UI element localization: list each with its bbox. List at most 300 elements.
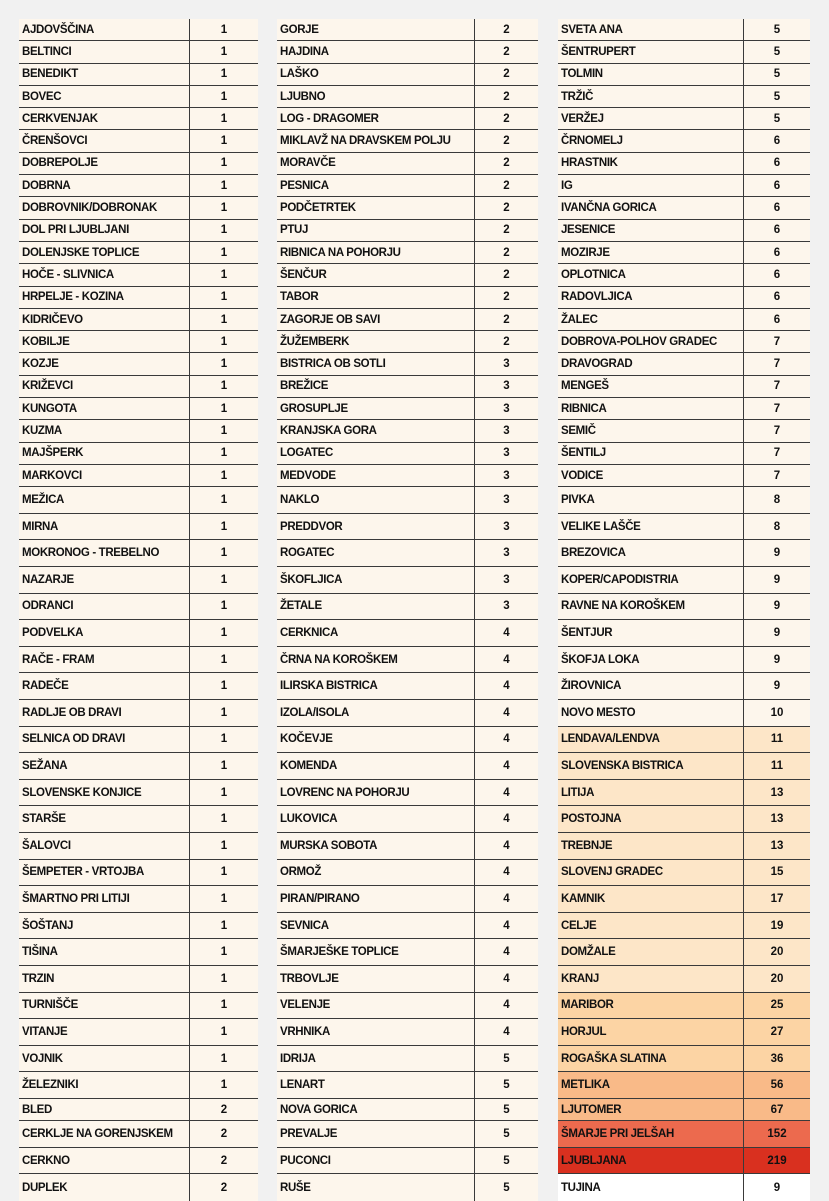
table-row — [558, 806, 810, 833]
table-row — [558, 398, 810, 420]
municipality-name: PODČETRTEK — [280, 202, 356, 215]
table-row — [558, 860, 810, 887]
table-row — [19, 41, 258, 63]
case-count: 5 — [474, 1121, 538, 1147]
municipality-name: RUŠE — [280, 1181, 311, 1194]
table-row — [277, 594, 538, 621]
municipality-name: MIKLAVŽ NA DRAVSKEM POLJU — [280, 135, 451, 148]
table-row — [19, 700, 258, 727]
case-count: 5 — [474, 1046, 538, 1072]
case-count: 3 — [474, 540, 538, 566]
table-row — [277, 398, 538, 420]
table-row — [19, 220, 258, 242]
case-count: 2 — [474, 287, 538, 308]
table-row — [558, 376, 810, 398]
municipality-name: VELENJE — [280, 999, 330, 1012]
case-count: 9 — [743, 647, 810, 673]
municipality-name: KRANJ — [561, 972, 599, 985]
municipality-name: RAVNE NA KOROŠKEM — [561, 600, 685, 613]
municipality-name: ŠENTRUPERT — [561, 45, 636, 58]
municipality-name: AJDOVŠČINA — [22, 23, 94, 36]
table-row — [558, 727, 810, 754]
table-row — [19, 443, 258, 465]
table-row — [277, 806, 538, 833]
municipality-name: NOVO MESTO — [561, 706, 636, 719]
case-count: 2 — [474, 41, 538, 62]
table-row — [558, 1148, 810, 1175]
municipality-name: JESENICE — [561, 224, 616, 237]
table-row — [277, 1121, 538, 1148]
municipality-name: MOKRONOG - TREBELNO — [22, 547, 160, 560]
table-row — [277, 1099, 538, 1121]
table-row — [19, 594, 258, 621]
case-count: 56 — [743, 1072, 810, 1098]
case-count: 1 — [189, 130, 258, 151]
municipality-name: LJUBLJANA — [561, 1154, 627, 1167]
case-count: 1 — [189, 398, 258, 419]
municipality-name: PREVALJE — [280, 1127, 338, 1140]
municipality-name: STARŠE — [22, 813, 66, 826]
case-count: 1 — [189, 242, 258, 263]
municipality-name: TOLMIN — [561, 68, 603, 81]
table-row — [277, 331, 538, 353]
municipality-name: LJUBNO — [280, 90, 326, 103]
case-count: 7 — [743, 331, 810, 352]
municipality-name: ILIRSKA BISTRICA — [280, 680, 378, 693]
municipality-name: MEŽICA — [22, 494, 64, 507]
case-count: 3 — [474, 398, 538, 419]
case-count: 6 — [743, 309, 810, 330]
table-row — [558, 993, 810, 1020]
case-count: 6 — [743, 287, 810, 308]
case-count: 3 — [474, 420, 538, 441]
municipality-name: METLIKA — [561, 1079, 610, 1092]
case-count: 4 — [474, 939, 538, 965]
municipality-name: BENEDIKT — [22, 68, 78, 81]
municipality-name: SVETA ANA — [561, 23, 623, 36]
case-count: 7 — [743, 420, 810, 441]
case-count: 4 — [474, 966, 538, 992]
municipality-name: ŠENČUR — [280, 268, 327, 281]
table-row — [19, 1121, 258, 1148]
case-count: 6 — [743, 175, 810, 196]
municipality-name: ORMOŽ — [280, 866, 322, 879]
table-row — [19, 242, 258, 264]
case-count: 7 — [743, 465, 810, 486]
municipality-name: KOMENDA — [280, 759, 337, 772]
table-row — [19, 1019, 258, 1046]
municipality-name: MORAVČE — [280, 157, 336, 170]
case-count: 9 — [743, 567, 810, 593]
case-count: 1 — [189, 833, 258, 859]
case-count: 2 — [474, 197, 538, 218]
municipality-name: DOBROVA-POLHOV GRADEC — [561, 335, 717, 348]
case-count: 5 — [743, 64, 810, 85]
case-count: 4 — [474, 753, 538, 779]
table-row — [19, 86, 258, 108]
case-count: 1 — [189, 993, 258, 1019]
case-count: 3 — [474, 594, 538, 620]
case-count: 1 — [189, 1072, 258, 1098]
case-count: 15 — [743, 860, 810, 886]
table-row — [277, 309, 538, 331]
case-count: 2 — [474, 108, 538, 129]
case-count: 2 — [474, 19, 538, 40]
table-row — [277, 443, 538, 465]
municipality-name: ŠMARTNO PRI LITIJI — [22, 892, 130, 905]
case-count: 1 — [189, 673, 258, 699]
municipality-name: VRHNIKA — [280, 1025, 330, 1038]
table-row — [558, 1174, 810, 1201]
table-row — [19, 264, 258, 286]
municipality-name: ŠKOFJA LOKA — [561, 653, 640, 666]
table-row — [19, 833, 258, 860]
table-row — [277, 700, 538, 727]
table-row — [558, 130, 810, 152]
municipality-name: MARIBOR — [561, 999, 614, 1012]
table-row — [19, 514, 258, 541]
municipality-name: TURNIŠČE — [22, 999, 78, 1012]
case-count: 2 — [474, 86, 538, 107]
municipality-name: CERKNO — [22, 1154, 70, 1167]
case-count: 5 — [743, 86, 810, 107]
case-count: 20 — [743, 939, 810, 965]
case-count: 1 — [189, 86, 258, 107]
case-count: 1 — [189, 443, 258, 464]
table-row — [19, 913, 258, 940]
municipality-name: KOPER/CAPODISTRIA — [561, 573, 679, 586]
table-row — [558, 420, 810, 442]
municipality-table-1 — [19, 19, 258, 1201]
municipality-name: KOČEVJE — [280, 733, 333, 746]
table-row — [19, 1174, 258, 1201]
case-count: 13 — [743, 780, 810, 806]
table-row — [277, 108, 538, 130]
case-count: 1 — [189, 780, 258, 806]
municipality-name: POSTOJNA — [561, 813, 622, 826]
table-row — [558, 108, 810, 130]
case-count: 219 — [743, 1148, 810, 1174]
table-row — [19, 886, 258, 913]
municipality-name: DOBRNA — [22, 179, 71, 192]
case-count: 6 — [743, 242, 810, 263]
municipality-name: LAŠKO — [280, 68, 319, 81]
case-count: 2 — [474, 242, 538, 263]
table-row — [277, 376, 538, 398]
table-row — [277, 1019, 538, 1046]
case-count: 13 — [743, 806, 810, 832]
table-row — [19, 331, 258, 353]
case-count: 2 — [474, 331, 538, 352]
municipality-name: PIRAN/PIRANO — [280, 892, 360, 905]
case-count: 9 — [743, 540, 810, 566]
table-row — [277, 264, 538, 286]
case-count: 1 — [189, 886, 258, 912]
case-count: 1 — [189, 353, 258, 374]
table-row — [277, 175, 538, 197]
table-row — [558, 833, 810, 860]
table-row — [558, 1121, 810, 1148]
table-row — [277, 197, 538, 219]
municipality-name: GORJE — [280, 23, 319, 36]
municipality-name: MURSKA SOBOTA — [280, 839, 378, 852]
table-row — [19, 727, 258, 754]
municipality-name: TUJINA — [561, 1181, 601, 1194]
case-count: 1 — [189, 197, 258, 218]
table-row — [277, 1174, 538, 1201]
case-count: 1 — [189, 309, 258, 330]
case-count: 1 — [189, 19, 258, 40]
table-row — [277, 353, 538, 375]
table-row — [558, 540, 810, 567]
case-count: 67 — [743, 1099, 810, 1120]
municipality-name: HOČE - SLIVNICA — [22, 268, 114, 281]
municipality-name: IDRIJA — [280, 1052, 316, 1065]
case-count: 1 — [189, 620, 258, 646]
case-count: 3 — [474, 376, 538, 397]
case-count: 1 — [189, 108, 258, 129]
municipality-name: SELNICA OD DRAVI — [22, 733, 126, 746]
table-row — [277, 939, 538, 966]
municipality-name: MEDVODE — [280, 469, 336, 482]
municipality-name: KOBILJE — [22, 335, 70, 348]
table-row — [277, 86, 538, 108]
table-row — [558, 175, 810, 197]
table-row — [19, 153, 258, 175]
case-count: 5 — [474, 1148, 538, 1174]
table-row — [19, 860, 258, 887]
case-count: 2 — [189, 1174, 258, 1201]
table-row — [19, 1046, 258, 1073]
municipality-name: SEŽANA — [22, 759, 68, 772]
municipality-name: ŽALEC — [561, 313, 598, 326]
case-count: 1 — [189, 331, 258, 352]
case-count: 7 — [743, 443, 810, 464]
municipality-name: VERŽEJ — [561, 112, 604, 125]
municipality-name: BLED — [22, 1103, 52, 1116]
table-row — [277, 727, 538, 754]
case-count: 2 — [189, 1121, 258, 1147]
municipality-name: RADLJE OB DRAVI — [22, 706, 122, 719]
municipality-name: PODVELKA — [22, 627, 84, 639]
table-row — [19, 309, 258, 331]
table-row — [558, 86, 810, 108]
municipality-name: DOBROVNIK/DOBRONAK — [22, 202, 157, 215]
case-count: 3 — [474, 465, 538, 486]
table-row — [277, 913, 538, 940]
municipality-name: ŽELEZNIKI — [22, 1079, 79, 1092]
table-row — [277, 1072, 538, 1099]
municipality-name: GROSUPLJE — [280, 402, 348, 415]
municipality-name: MARKOVCI — [22, 469, 82, 482]
table-row — [558, 700, 810, 727]
table-row — [558, 1099, 810, 1121]
municipality-table-2 — [277, 19, 538, 1201]
municipality-name: ŠALOVCI — [22, 839, 71, 852]
table-row — [19, 993, 258, 1020]
municipality-name: CELJE — [561, 919, 597, 932]
case-count: 5 — [474, 1174, 538, 1201]
municipality-name: ŠENTJUR — [561, 627, 613, 639]
table-row — [558, 567, 810, 594]
table-row — [558, 487, 810, 514]
case-count: 1 — [189, 939, 258, 965]
municipality-name: MAJŠPERK — [22, 447, 84, 460]
table-row — [19, 1072, 258, 1099]
case-count: 6 — [743, 220, 810, 241]
case-count: 1 — [189, 153, 258, 174]
municipality-name: LUKOVICA — [280, 813, 338, 826]
table-row — [19, 1099, 258, 1121]
municipality-name: ČRENŠOVCI — [22, 135, 88, 148]
table-row — [19, 108, 258, 130]
case-count: 2 — [474, 64, 538, 85]
table-row — [19, 620, 258, 647]
table-row — [558, 913, 810, 940]
case-count: 6 — [743, 264, 810, 285]
case-count: 2 — [474, 264, 538, 285]
case-count: 1 — [189, 64, 258, 85]
case-count: 4 — [474, 860, 538, 886]
table-row — [277, 886, 538, 913]
municipality-name: ZAGORJE OB SAVI — [280, 313, 380, 326]
municipality-name: ODRANCI — [22, 600, 74, 613]
case-count: 1 — [189, 753, 258, 779]
municipality-name: IZOLA/ISOLA — [280, 706, 349, 719]
municipality-name: SLOVENJ GRADEC — [561, 866, 663, 879]
municipality-name: RAČE - FRAM — [22, 653, 95, 666]
municipality-name: ŠMARJEŠKE TOPLICE — [280, 946, 399, 959]
municipality-name: PREDDVOR — [280, 520, 343, 533]
table-row — [558, 1046, 810, 1073]
table-row — [277, 64, 538, 86]
case-count: 2 — [474, 153, 538, 174]
municipality-name: KRIŽEVCI — [22, 380, 73, 393]
table-row — [277, 153, 538, 175]
case-count: 5 — [743, 108, 810, 129]
case-count: 27 — [743, 1019, 810, 1045]
case-count: 7 — [743, 398, 810, 419]
table-row — [558, 220, 810, 242]
table-row — [277, 673, 538, 700]
municipality-name: NAZARJE — [22, 573, 74, 586]
table-row — [277, 465, 538, 487]
case-count: 9 — [743, 594, 810, 620]
table-row — [19, 287, 258, 309]
municipality-name: KUNGOTA — [22, 402, 77, 415]
case-count: 1 — [189, 287, 258, 308]
case-count: 1 — [189, 376, 258, 397]
case-count: 11 — [743, 727, 810, 753]
municipality-name: KOZJE — [22, 358, 59, 371]
case-count: 1 — [189, 465, 258, 486]
municipality-name: BELTINCI — [22, 45, 72, 58]
case-count: 4 — [474, 647, 538, 673]
case-count: 6 — [743, 130, 810, 151]
table-row — [558, 647, 810, 674]
table-row — [277, 130, 538, 152]
case-count: 4 — [474, 913, 538, 939]
case-count: 10 — [743, 700, 810, 726]
table-row — [558, 673, 810, 700]
table-row — [558, 353, 810, 375]
case-count: 4 — [474, 700, 538, 726]
table-row — [277, 1148, 538, 1175]
table-row — [558, 514, 810, 541]
municipality-name: ROGATEC — [280, 547, 335, 560]
municipality-name: NAKLO — [280, 494, 320, 507]
table-row — [19, 806, 258, 833]
case-count: 1 — [189, 567, 258, 593]
table-row — [558, 331, 810, 353]
municipality-name: DOL PRI LJUBLJANI — [22, 224, 129, 237]
municipality-name: CERKNICA — [280, 627, 338, 639]
municipality-name: RIBNICA NA POHORJU — [280, 246, 401, 259]
case-count: 4 — [474, 1019, 538, 1045]
table-row — [277, 567, 538, 594]
municipality-name: ŠOŠTANJ — [22, 919, 74, 932]
case-count: 4 — [474, 833, 538, 859]
municipality-name: ŠKOFLJICA — [280, 573, 343, 586]
municipality-name: PIVKA — [561, 494, 595, 507]
table-row — [19, 64, 258, 86]
table-row — [558, 780, 810, 807]
table-row — [558, 1019, 810, 1046]
case-count: 6 — [743, 197, 810, 218]
municipality-name: ČRNOMELJ — [561, 135, 623, 148]
municipality-name: DOMŽALE — [561, 946, 616, 959]
municipality-name: ŠMARJE PRI JELŠAH — [561, 1127, 674, 1140]
municipality-name: CERKVENJAK — [22, 112, 98, 125]
table-row — [558, 620, 810, 647]
municipality-name: MIRNA — [22, 520, 58, 533]
case-count: 9 — [743, 620, 810, 646]
table-row — [277, 966, 538, 993]
municipality-name: BREŽICE — [280, 380, 329, 393]
municipality-name: SEMIČ — [561, 424, 596, 437]
municipality-name: DRAVOGRAD — [561, 358, 633, 371]
table-row — [19, 487, 258, 514]
municipality-name: VODICE — [561, 469, 603, 482]
municipality-name: TRŽIČ — [561, 90, 594, 103]
table-row — [558, 443, 810, 465]
case-count: 4 — [474, 673, 538, 699]
municipality-name: ŽETALE — [280, 600, 322, 613]
case-count: 4 — [474, 727, 538, 753]
municipality-name: ČRNA NA KOROŠKEM — [280, 653, 398, 666]
case-count: 1 — [189, 594, 258, 620]
municipality-name: PTUJ — [280, 224, 308, 237]
case-count: 4 — [474, 993, 538, 1019]
table-row — [558, 939, 810, 966]
table-row — [277, 220, 538, 242]
municipality-name: ŽIROVNICA — [561, 680, 622, 693]
table-row — [558, 287, 810, 309]
municipality-name: RADOVLJICA — [561, 291, 633, 304]
table-row — [277, 860, 538, 887]
case-count: 1 — [189, 806, 258, 832]
table-row — [19, 19, 258, 41]
case-count: 25 — [743, 993, 810, 1019]
municipality-name: MOZIRJE — [561, 246, 610, 259]
municipality-name: DOBREPOLJE — [22, 157, 98, 170]
case-count: 8 — [743, 514, 810, 540]
case-count: 2 — [474, 130, 538, 151]
case-count: 17 — [743, 886, 810, 912]
table-row — [558, 153, 810, 175]
municipality-name: ŠENTILJ — [561, 447, 606, 460]
municipality-name: OPLOTNICA — [561, 268, 626, 281]
